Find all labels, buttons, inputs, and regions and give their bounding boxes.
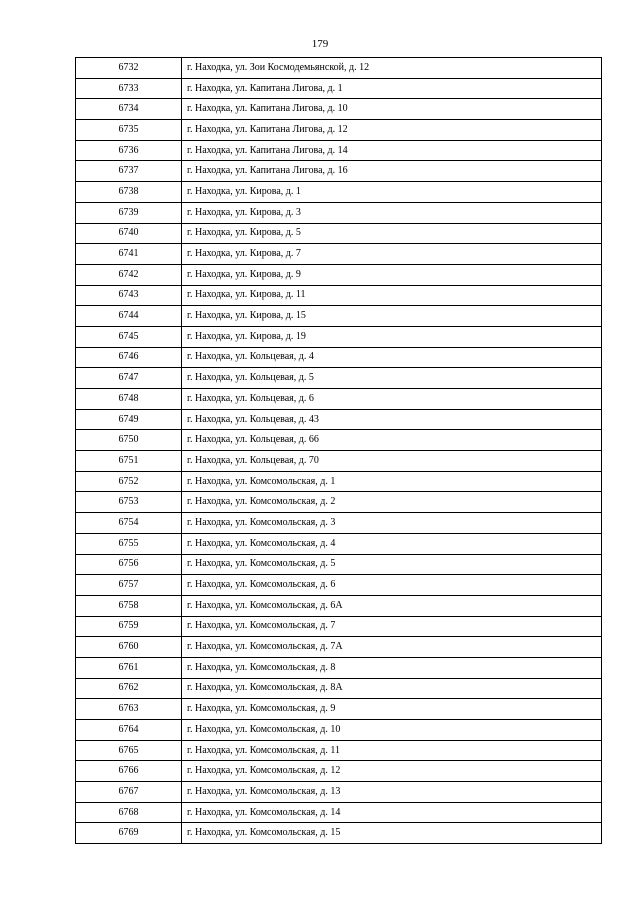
row-number-cell: 6758 — [76, 595, 182, 616]
address-cell: г. Находка, ул. Капитана Лигова, д. 12 — [182, 120, 602, 141]
table-row — [76, 657, 602, 678]
row-number-cell: 6763 — [76, 699, 182, 720]
address-cell: г. Находка, ул. Комсомольская, д. 15 — [182, 823, 602, 844]
row-number-cell: 6735 — [76, 120, 182, 141]
table-row — [76, 161, 602, 182]
table-row — [76, 533, 602, 554]
table-row — [76, 347, 602, 368]
row-number-cell: 6754 — [76, 513, 182, 534]
row-number-cell: 6761 — [76, 657, 182, 678]
table-row — [76, 782, 602, 803]
address-cell: г. Находка, ул. Капитана Лигова, д. 1 — [182, 78, 602, 99]
row-number-cell: 6741 — [76, 244, 182, 265]
row-number-cell: 6765 — [76, 740, 182, 761]
row-number-cell: 6759 — [76, 616, 182, 637]
row-number-cell: 6734 — [76, 99, 182, 120]
table-row — [76, 140, 602, 161]
table-row — [76, 513, 602, 534]
table-row — [76, 78, 602, 99]
row-number-cell: 6768 — [76, 802, 182, 823]
address-table-body — [76, 58, 602, 844]
row-number-cell: 6747 — [76, 368, 182, 389]
address-cell: г. Находка, ул. Кирова, д. 9 — [182, 264, 602, 285]
row-number-cell: 6767 — [76, 782, 182, 803]
address-cell: г. Находка, ул. Кирова, д. 1 — [182, 182, 602, 203]
address-cell: г. Находка, ул. Комсомольская, д. 8А — [182, 678, 602, 699]
row-number-cell: 6745 — [76, 326, 182, 347]
row-number-cell: 6736 — [76, 140, 182, 161]
address-cell: г. Находка, ул. Кирова, д. 5 — [182, 223, 602, 244]
row-number-cell: 6749 — [76, 409, 182, 430]
address-cell: г. Находка, ул. Кирова, д. 7 — [182, 244, 602, 265]
address-table — [75, 57, 602, 844]
row-number-cell: 6753 — [76, 492, 182, 513]
row-number-cell: 6750 — [76, 430, 182, 451]
row-number-cell: 6739 — [76, 202, 182, 223]
row-number-cell: 6764 — [76, 720, 182, 741]
row-number-cell: 6743 — [76, 285, 182, 306]
table-row — [76, 182, 602, 203]
address-cell: г. Находка, ул. Кирова, д. 19 — [182, 326, 602, 347]
address-cell: г. Находка, ул. Комсомольская, д. 13 — [182, 782, 602, 803]
address-cell: г. Находка, ул. Комсомольская, д. 6 — [182, 575, 602, 596]
table-row — [76, 223, 602, 244]
address-cell: г. Находка, ул. Комсомольская, д. 14 — [182, 802, 602, 823]
address-cell: г. Находка, ул. Капитана Лигова, д. 16 — [182, 161, 602, 182]
row-number-cell: 6769 — [76, 823, 182, 844]
address-cell: г. Находка, ул. Кольцевая, д. 43 — [182, 409, 602, 430]
address-cell: г. Находка, ул. Комсомольская, д. 4 — [182, 533, 602, 554]
row-number-cell: 6757 — [76, 575, 182, 596]
address-cell: г. Находка, ул. Капитана Лигова, д. 14 — [182, 140, 602, 161]
table-row — [76, 492, 602, 513]
row-number-cell: 6740 — [76, 223, 182, 244]
address-cell: г. Находка, ул. Комсомольская, д. 12 — [182, 761, 602, 782]
table-row — [76, 389, 602, 410]
row-number-cell: 6755 — [76, 533, 182, 554]
row-number-cell: 6756 — [76, 554, 182, 575]
table-row — [76, 430, 602, 451]
table-row — [76, 554, 602, 575]
table-row — [76, 761, 602, 782]
table-row — [76, 740, 602, 761]
address-cell: г. Находка, ул. Комсомольская, д. 9 — [182, 699, 602, 720]
row-number-cell: 6766 — [76, 761, 182, 782]
row-number-cell: 6742 — [76, 264, 182, 285]
table-row — [76, 595, 602, 616]
table-row — [76, 471, 602, 492]
table-row — [76, 699, 602, 720]
table-row — [76, 326, 602, 347]
address-cell: г. Находка, ул. Комсомольская, д. 10 — [182, 720, 602, 741]
address-cell: г. Находка, ул. Кирова, д. 3 — [182, 202, 602, 223]
table-row — [76, 285, 602, 306]
table-row — [76, 409, 602, 430]
table-row — [76, 99, 602, 120]
address-cell: г. Находка, ул. Кирова, д. 11 — [182, 285, 602, 306]
address-cell: г. Находка, ул. Кольцевая, д. 5 — [182, 368, 602, 389]
table-row — [76, 720, 602, 741]
address-cell: г. Находка, ул. Комсомольская, д. 2 — [182, 492, 602, 513]
address-cell: г. Находка, ул. Комсомольская, д. 6А — [182, 595, 602, 616]
address-cell: г. Находка, ул. Комсомольская, д. 7А — [182, 637, 602, 658]
table-row — [76, 802, 602, 823]
address-cell: г. Находка, ул. Комсомольская, д. 8 — [182, 657, 602, 678]
address-cell: г. Находка, ул. Кирова, д. 15 — [182, 306, 602, 327]
row-number-cell: 6732 — [76, 58, 182, 79]
table-row — [76, 823, 602, 844]
table-row — [76, 637, 602, 658]
table-row — [76, 306, 602, 327]
address-cell: г. Находка, ул. Кольцевая, д. 4 — [182, 347, 602, 368]
address-cell: г. Находка, ул. Комсомольская, д. 1 — [182, 471, 602, 492]
table-row — [76, 678, 602, 699]
table-row — [76, 244, 602, 265]
table-row — [76, 368, 602, 389]
row-number-cell: 6746 — [76, 347, 182, 368]
address-cell: г. Находка, ул. Комсомольская, д. 3 — [182, 513, 602, 534]
row-number-cell: 6738 — [76, 182, 182, 203]
row-number-cell: 6762 — [76, 678, 182, 699]
address-cell: г. Находка, ул. Кольцевая, д. 70 — [182, 451, 602, 472]
table-row — [76, 120, 602, 141]
row-number-cell: 6737 — [76, 161, 182, 182]
table-row — [76, 575, 602, 596]
address-cell: г. Находка, ул. Комсомольская, д. 5 — [182, 554, 602, 575]
row-number-cell: 6760 — [76, 637, 182, 658]
table-row — [76, 451, 602, 472]
row-number-cell: 6751 — [76, 451, 182, 472]
row-number-cell: 6744 — [76, 306, 182, 327]
table-row — [76, 202, 602, 223]
address-cell: г. Находка, ул. Кольцевая, д. 66 — [182, 430, 602, 451]
table-row — [76, 58, 602, 79]
page-number: 179 — [311, 38, 329, 50]
address-cell: г. Находка, ул. Зои Космодемьянской, д. 12 — [182, 58, 602, 79]
row-number-cell: 6748 — [76, 389, 182, 410]
table-row — [76, 264, 602, 285]
row-number-cell: 6733 — [76, 78, 182, 99]
row-number-cell: 6752 — [76, 471, 182, 492]
address-cell: г. Находка, ул. Кольцевая, д. 6 — [182, 389, 602, 410]
address-cell: г. Находка, ул. Комсомольская, д. 7 — [182, 616, 602, 637]
address-cell: г. Находка, ул. Комсомольская, д. 11 — [182, 740, 602, 761]
address-cell: г. Находка, ул. Капитана Лигова, д. 10 — [182, 99, 602, 120]
table-row — [76, 616, 602, 637]
